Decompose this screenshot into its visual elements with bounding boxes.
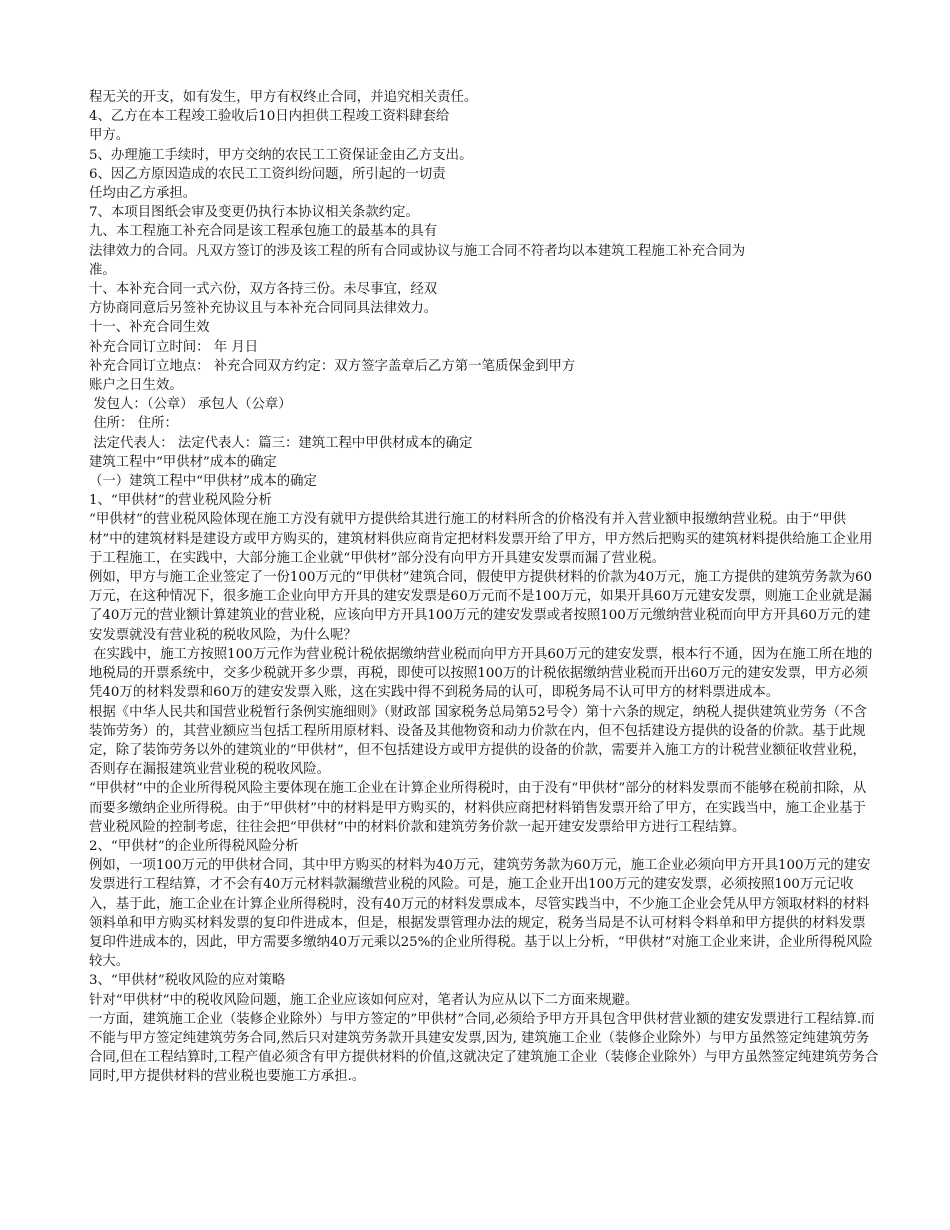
paragraph: 例如，甲方与施工企业签定了一份100万元的“甲供材”建筑合同，假使甲方提供材料的价款为40万元，施工方提供的建筑劳务款为60万元，在这种情况下，很多施工企业向甲方开具的建安发票是60万元而不是100万元，如果开具60万元建安发票，则施工企业就是漏了40万元的营业额计算建筑业的营业税，应该向甲方开具100万元的建安发票或者按照100万元缴纳营业税而向甲方开具60万元的建安发票就没有营业税的税收风险，为什么呢？ [89, 570, 873, 643]
text-line: 准。 [89, 262, 116, 278]
document-page [89, 88, 879, 1087]
text-line: 账户之日生效。 [89, 378, 183, 394]
subsection-heading: 2、“甲供材”的企业所得税风险分析 [89, 838, 299, 854]
text-line: 法律效力的合同。凡双方签订的涉及该工程的所有合同或协议与施工合同不符者均以本建筑工程施工补充合同为 [89, 243, 746, 259]
paragraph: “甲供材”的营业税风险体现在施工方没有就甲方提供给其进行施工的材料所含的价格没有并入营业额申报缴纳营业税。由于“甲供材”中的建筑材料是建设方或甲方购买的，建筑材料供应商肯定把材料发票开给了甲方，甲方然后把购买的建筑材料提供给施工企业用于工程施工，在实践中，大部分施工企业就“甲供材”部分没有向甲方开具建安发票而漏了营业税。 [89, 512, 873, 566]
article-title: 建筑工程中“甲供材”成本的确定 [89, 454, 277, 470]
text-line: 6、因乙方原因造成的农民工工资纠纷问题，所引起的一切责 [89, 166, 446, 182]
address-line: 住所： 住所： [89, 416, 178, 432]
section-heading: （一）建筑工程中“甲供材”成本的确定 [89, 474, 317, 490]
subsection-heading: 3、“甲供材”税收风险的应对策略 [89, 973, 286, 989]
text-line: 7、本项目图纸会审及变更仍执行本协议相关条款约定。 [89, 205, 419, 221]
paragraph: 根据《中华人民共和国营业税暂行条例实施细则》（财政部 国家税务总局第52号令）第十六条的规定，纳税人提供建筑业劳务（不含装饰劳务）的，其营业额应当包括工程所用原材料、设备及其他物资和动力价款在内，但不包括建设方提供的设备的价款。基于此规定，除了装饰劳务以外的建筑业的“甲供材”，但不包括建设方或甲方提供的设备的价款，需要并入施工方的计税营业额征收营业税，否则存在漏报建筑业营业税的税收风险。 [89, 704, 867, 778]
text-line: 任均由乙方承担。 [89, 186, 197, 202]
subsection-heading: 1、“甲供材”的营业税风险分析 [89, 493, 272, 509]
text-line: 甲方。 [89, 128, 130, 144]
paragraph: 例如，一项100万元的甲供材合同，其中甲方购买的材料为40万元，建筑劳务款为60万元，施工企业必须向甲方开具100万元的建安发票进行工程结算，才不会有40万元材料款漏缴营业税的风险。可是，施工企业开出100万元的建安发票，必须按照100万元记收入，基于此，施工企业在计算企业所得税时，没有40万元的材料发票成本，尽管实践当中，不少施工企业会凭从甲方领取材料的材料领料单和甲方购买材料发票的复印件进成本，但是，根据发票管理办法的规定，税务当局是不认可材料令料单和甲方提供的材料发票复印件进成本的，因此，甲方需要多缴纳40万元乘以25%的企业所得税。基于以上分析，“甲供材”对施工企业来讲，企业所得税风险较大。 [89, 858, 873, 970]
text-line: 程无关的开支，如有发生，甲方有权终止合同，并追究相关责任。 [89, 90, 478, 105]
text-line: 方协商同意后另签补充协议且与本补充合同同具法律效力。 [89, 301, 438, 317]
contract-date-line: 补充合同订立时间： 年 月日 [89, 339, 259, 355]
paragraph: “甲供材”中的企业所得税风险主要体现在施工企业在计算企业所得税时，由于没有“甲供材”部分的材料发票而不能够在税前扣除，从而要多缴纳企业所得税。由于“甲供材”中的材料是甲方购买的，材料供应商把材料销售发票开给了甲方，在实践当中，施工企业基于营业税风险的控制考虑，往往会把“甲供材”中的材料价款和建筑劳务价款一起开建安发票给甲方进行工程结算。 [89, 781, 867, 835]
paragraph: 一方面，建筑施工企业（装修企业除外）与甲方签定的”甲供材”合同,必须给予甲方开具包含甲供材营业额的建安发票进行工程结算.而不能与甲方签定纯建筑劳务合同,然后只对建筑劳务款开具建安发票,因为, 建筑施工企业（装修企业除外）与甲方虽然签定纯建筑劳务合同,但在工程结算时,工程产值必须含有甲方提供材料的价值,这就决定了建筑施工企业（装修企业除外）与甲方虽然签定纯建筑劳务合同时,甲方提供材料的营业税也要施工方承担.。 [89, 1011, 879, 1085]
text-line: 4、乙方在本工程竣工验收后10日内担供工程竣工资料肆套给 [89, 109, 450, 125]
representative-line: 法定代表人： 法定代表人：篇三：建筑工程中甲供材成本的确定 [89, 435, 473, 451]
contract-place-line: 补充合同订立地点： 补充合同双方约定：双方签字盖章后乙方第一笔质保金到甲方 [89, 358, 576, 374]
signature-line: 发包人：（公章） 承包人（公章） [89, 397, 292, 413]
paragraph: 针对“甲供材”中的税收风险问题，施工企业应该如何应对，笔者认为应从以下二方面来规避。 [89, 992, 639, 1008]
text-line: 十、本补充合同一式六份，双方各持三份。未尽事宜，经双 [89, 282, 438, 298]
text-line: 九、本工程施工补充合同是该工程承包施工的最基本的具有 [89, 224, 438, 240]
text-line: 5、办理施工手续时，甲方交纳的农民工工资保证金由乙方支出。 [89, 147, 473, 163]
paragraph: 在实践中，施工方按照100万元作为营业税计税依据缴纳营业税而向甲方开具60万元的建安发票，根本行不通，因为在施工所在地的地税局的开票系统中，交多少税就开多少票，再税，即使可以按照100万的计税依据缴纳营业税而开出60万元的建安发票，甲方必须凭40万的材料发票和60万的建安发票入账，这在实践中得不到税务局的认可，即税务局不认可甲方的材料票进成本。 [89, 646, 873, 701]
section-heading: 十一、补充合同生效 [89, 320, 210, 336]
